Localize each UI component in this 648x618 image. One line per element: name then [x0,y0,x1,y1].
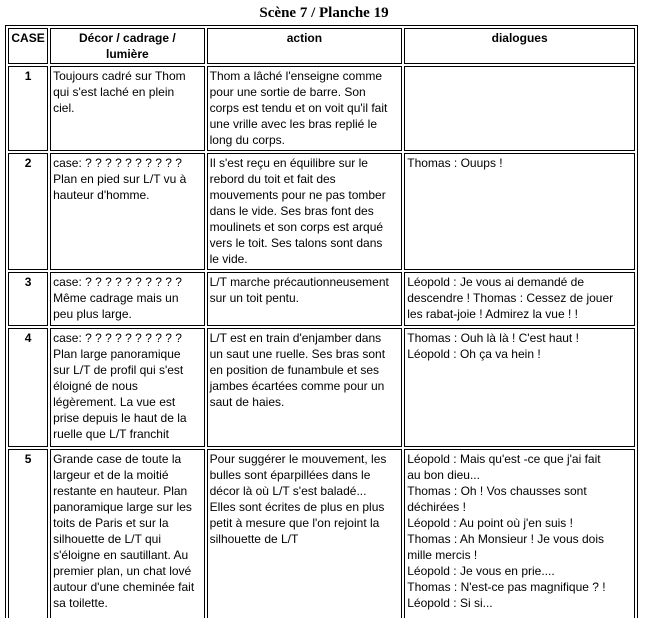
action-cell-line: le vide. [209,252,248,266]
action-cell [207,153,403,270]
dialogues-cell-line: Léopold : Si si... [407,596,493,610]
decor-cell-line: panoramique large sur les [53,500,192,514]
action-cell-line: rebord du toit et fait des [209,172,336,186]
action-cell-line: vers le toit. Ses talons sont dans [209,236,383,250]
dialogues-cell [404,153,635,270]
dialogues-cell [404,66,635,151]
decor-cell-line: silhouette de L/T qui [53,532,161,546]
action-cell-line: moulinets et son corps est arqué [209,220,384,234]
action-cell-line: Thom a lâché l'enseigne comme [209,69,382,83]
header-decor-line-2: lumière [106,47,149,61]
dialogues-cell-line: Thomas : N'est-ce pas magnifique ? ! [407,580,606,594]
decor-cell [50,153,204,270]
dialogues-cell [404,272,635,326]
action-cell-line: long du corps. [209,133,285,147]
table-row [8,153,635,270]
page-title: Scène 7 / Planche 19 [259,5,389,21]
decor-cell-line: Toujours cadré sur Thom [53,69,186,83]
action-cell-line: sur un toit pentu. [209,291,299,305]
dialogues-cell-line: au bon dieu... [407,468,480,482]
header-dialogues: dialogues [404,28,635,64]
decor-cell [50,272,204,326]
action-cell-line: mouvements pour ne pas tomber [209,188,386,202]
decor-cell-line: autour d'une cheminée fait [53,580,195,594]
decor-cell-line: toits de Paris et sur la [53,516,169,530]
header-decor-line-1: Décor / cadrage / [79,31,176,45]
dialogues-cell-line: Léopold : Oh ça va hein ! [407,347,541,361]
decor-cell-line: sur L/T de profil qui s'est [53,363,184,377]
action-cell-line: corps est tendu et on voit qu'il fait [209,101,388,115]
header-case: CASE [8,28,48,64]
action-cell-line: jambes écartées comme pour un [209,379,385,393]
action-cell-line: pour une sortie de barre. Son [209,85,366,99]
action-cell-line: bulles sont éparpillées dans le [209,468,371,482]
decor-cell-line: sa toilette. [53,596,108,610]
action-cell-line: L/T marche précautionneusement [209,275,389,289]
dialogues-cell-line: les rabat-joie ! Admirez la vue ! ! [407,307,578,321]
table-row [8,272,635,326]
decor-cell-line: case: ? ? ? ? ? ? ? ? ? ? [53,331,182,345]
dialogues-cell-line: Léopold : Au point où j'en suis ! [407,516,573,530]
decor-cell-line: qui s'est laché en plein [53,85,175,99]
table-row [8,449,635,618]
action-cell-line: un saut une ruelle. Ses bras sont [209,347,386,361]
case-number: 3 [8,272,48,326]
action-cell-line: silhouette de L/T [209,532,299,546]
decor-cell-line: ruelle que L/T franchit [53,427,169,441]
dialogues-cell-line: déchirées ! [407,500,466,514]
decor-cell-line: s'éloigne en sautillant. Au [53,548,189,562]
storyboard-table [5,25,638,618]
action-cell-line: L/T est en train d'enjamber dans [209,331,382,345]
action-cell [207,328,403,447]
decor-cell-line: case: ? ? ? ? ? ? ? ? ? ? [53,275,182,289]
decor-cell-line: peu plus large. [53,307,132,321]
decor-cell [50,328,204,447]
action-cell-line: saut de haies. [209,395,285,409]
dialogues-cell-line: Léopold : Je vous ai demandé de [407,275,585,289]
decor-cell-line: Plan en pied sur L/T vu à [53,172,187,186]
decor-cell-line: prise depuis le haut de la [53,411,187,425]
decor-cell-line: légèrement. La vue est [53,395,176,409]
decor-cell-line: Plan large panoramique [53,347,181,361]
dialogues-cell-line: Thomas : Ouh là là ! C'est haut ! [407,331,579,345]
action-cell-line: une vrille avec les bras replié le [209,117,378,131]
decor-cell-line: ciel. [53,101,75,115]
action-cell [207,272,403,326]
action-cell-line: Il s'est reçu en équilibre sur le [209,156,368,170]
action-cell [207,449,403,618]
header-row [8,28,635,64]
dialogues-cell-line: Léopold : Je vous en prie.... [407,564,555,578]
header-action: action [207,28,403,64]
action-cell-line: petit à mesure que l'on rejoint la [209,516,380,530]
dialogues-cell-line: descendre ! Thomas : Cessez de jouer [407,291,614,305]
action-cell-line: décor là où L/T s'est baladé... [209,484,367,498]
action-cell-line: en position de funambule et ses [209,363,380,377]
case-number: 5 [8,449,48,618]
decor-cell-line: premier plan, un chat lové [53,564,192,578]
table-row [8,66,635,151]
decor-cell-line: largeur et de la moitié [53,468,169,482]
dialogues-cell-line: Thomas : Ah Monsieur ! Je vous dois [407,532,604,546]
action-cell-line: Pour suggérer le mouvement, les [209,452,387,466]
dialogues-cell-line: Léopold : Mais qu'est -ce que j'ai fait [407,452,601,466]
dialogues-cell-line: Thomas : Oh ! Vos chausses sont [407,484,587,498]
table-row [8,328,635,447]
decor-cell-line: case: ? ? ? ? ? ? ? ? ? ? [53,156,182,170]
case-number: 1 [8,66,48,151]
decor-cell-line: Même cadrage mais un [53,291,179,305]
decor-cell-line: restante en hauteur. Plan [53,484,188,498]
decor-cell-line: éloigné de nous [53,379,138,393]
action-cell [207,66,403,151]
case-number: 4 [8,328,48,447]
case-number: 2 [8,153,48,270]
action-cell-line: Elles sont écrites de plus en plus [209,500,385,514]
dialogues-cell-line: Thomas : Ouups ! [407,156,503,170]
decor-cell [50,449,204,618]
dialogues-cell [404,449,635,618]
action-cell-line: dans le vide. Ses bras font des [209,204,374,218]
decor-cell-line: hauteur d'homme. [53,188,150,202]
decor-cell-line: Grande case de toute la [53,452,182,466]
decor-cell [50,66,204,151]
dialogues-cell [404,328,635,447]
dialogues-cell-line: mille mercis ! [407,548,478,562]
header-decor [50,28,204,64]
